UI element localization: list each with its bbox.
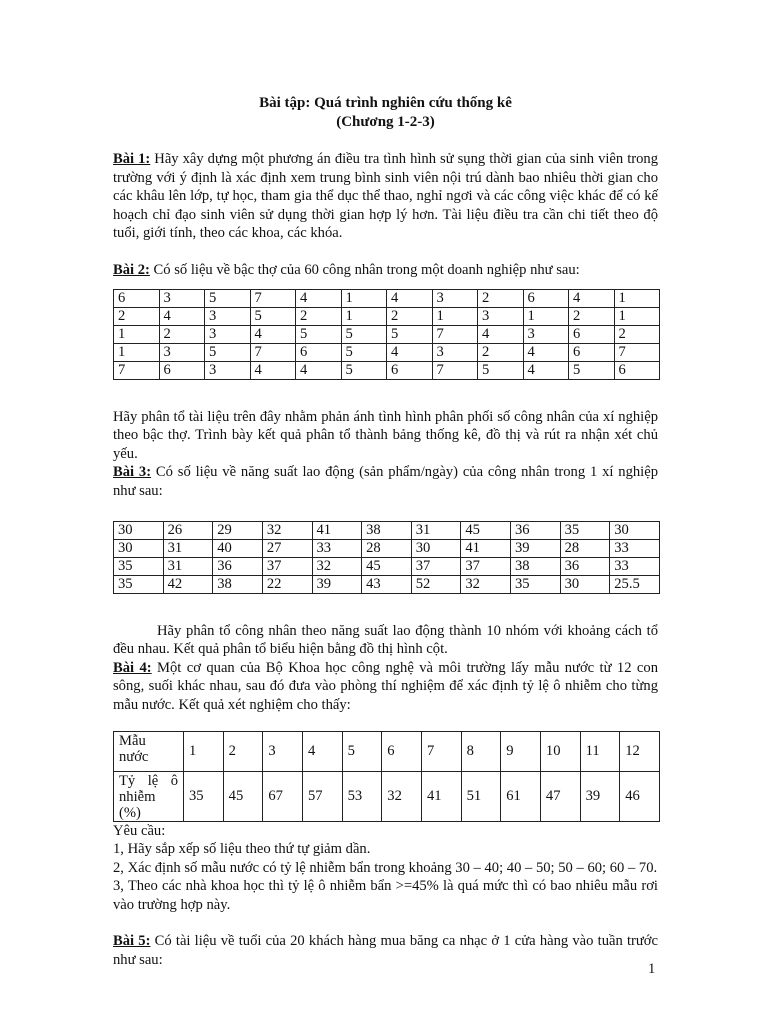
table-cell: 6: [523, 289, 569, 307]
table-cell: 3: [159, 343, 205, 361]
bai2-intro: Có số liệu về bậc thợ của 60 công nhân trong một doanh nghiệp như sau:: [149, 261, 580, 278]
table-cell: 2: [614, 325, 660, 343]
bai3-label: Bài 3:: [113, 464, 152, 481]
table-cell: 28: [560, 539, 610, 557]
table-cell: 37: [411, 557, 461, 575]
table-cell: 7: [614, 343, 660, 361]
table-cell: 7: [432, 325, 478, 343]
table-cell: 4: [478, 325, 524, 343]
table-cell: 6: [569, 343, 615, 361]
row-header-cell: Mẫu nước: [114, 731, 184, 771]
table-cell: 41: [461, 539, 511, 557]
document-title: Bài tập: Quá trình nghiên cứu thống kê: [259, 95, 512, 111]
table-row: [114, 289, 660, 307]
table-cell: 5: [205, 289, 251, 307]
table-row: [114, 361, 660, 379]
table-cell: 2: [387, 307, 433, 325]
table-cell: 39: [511, 539, 561, 557]
table-cell: 3: [205, 325, 251, 343]
table-row: [114, 557, 660, 575]
table-cell: 4: [159, 307, 205, 325]
table-cell: 67: [263, 771, 303, 821]
bai4-table: [113, 731, 660, 822]
table-cell: 33: [610, 539, 660, 557]
table-cell: 31: [163, 539, 213, 557]
table-cell: 26: [163, 521, 213, 539]
bai1-label: Bài 1:: [113, 151, 151, 167]
table-cell: 5: [478, 361, 524, 379]
table-cell: 36: [213, 557, 263, 575]
table-cell: 4: [387, 289, 433, 307]
table-cell: 33: [610, 557, 660, 575]
table-cell: 7: [250, 343, 296, 361]
table-row: [114, 575, 660, 593]
table-cell: 41: [421, 771, 461, 821]
table-cell: 30: [114, 539, 164, 557]
table-cell: 30: [114, 521, 164, 539]
bai4-req3: 3, Theo các nhà khoa học thì tỷ lệ ô nhiễm bẩn >=45% là quá mức thì có bao nhiêu mẫu rơi vào trường hợp này.: [113, 878, 658, 913]
bai1-paragraph: [113, 150, 658, 243]
table-cell: 39: [312, 575, 362, 593]
table-cell: 35: [560, 521, 610, 539]
bai5-label: Bài 5:: [113, 933, 151, 950]
table-cell: 27: [262, 539, 312, 557]
table-cell: 61: [501, 771, 541, 821]
table-cell: 10: [540, 731, 580, 771]
table-cell: 2: [296, 307, 342, 325]
table-cell: 5: [296, 325, 342, 343]
page-number: 1: [648, 961, 656, 977]
table-cell: 3: [263, 731, 303, 771]
table-cell: 3: [432, 289, 478, 307]
table-cell: 42: [163, 575, 213, 593]
table-cell: 5: [205, 343, 251, 361]
table-cell: 45: [461, 521, 511, 539]
table-cell: 1: [341, 307, 387, 325]
table-cell: 43: [362, 575, 412, 593]
table-cell: 6: [114, 289, 160, 307]
table-cell: 3: [523, 325, 569, 343]
table-cell: 5: [341, 361, 387, 379]
table-cell: 12: [620, 731, 660, 771]
table-cell: 3: [205, 361, 251, 379]
table-row: [114, 307, 660, 325]
table-cell: 29: [213, 521, 263, 539]
table-row: [114, 325, 660, 343]
table-cell: 2: [223, 731, 263, 771]
table-row: [114, 539, 660, 557]
row-header-cell: Tỷ lệ ô nhiễm (%): [114, 771, 184, 821]
bai1-text: Hãy xây dựng một phương án điều tra tình hình sử sụng thời gian của sinh viên trong trường với ý định là xác định xem trung bình sinh viên nội trú dành bao nhiêu thời gian cho các khâu lên lớp, tự học, tham gia thể dục thể thao, nghỉ ngơi và các công việc khác để có kế hoạch chỉ đạo sinh viên sử dụng thời gian hợp lý hơn. Tài liệu điều tra cần chi tiết theo độ tuổi, giới tính, theo các khoa, các khóa.: [113, 151, 659, 242]
bai3-task: Hãy phân tổ công nhân theo năng suất lao động thành 10 nhóm với khoảng cách tổ đều nhau. Kết quả phân tổ biểu hiện bằng đồ thị hình cột.: [113, 622, 658, 658]
table-cell: 5: [569, 361, 615, 379]
table-cell: 35: [511, 575, 561, 593]
table-cell: 3: [432, 343, 478, 361]
table-cell: 39: [580, 771, 620, 821]
table-cell: 8: [461, 731, 501, 771]
table-row: [114, 521, 660, 539]
table-cell: 51: [461, 771, 501, 821]
table-cell: 4: [569, 289, 615, 307]
table-cell: 38: [213, 575, 263, 593]
table-cell: 7: [421, 731, 461, 771]
table-cell: 35: [114, 557, 164, 575]
table-cell: 36: [511, 521, 561, 539]
table-row: [114, 771, 660, 821]
bai3-table: [113, 521, 660, 594]
table-cell: 30: [411, 539, 461, 557]
table-cell: 5: [387, 325, 433, 343]
table-cell: 1: [614, 289, 660, 307]
table-cell: 1: [341, 289, 387, 307]
table-cell: 6: [296, 343, 342, 361]
bai2-task: Hãy phân tổ tài liệu trên đây nhằm phản ánh tình hình phân phối số công nhân của xí nghiệp theo bậc thợ. Trình bày kết quả phân tổ thành bảng thống kê, đồ thị và rút ra nhận xét chủ yếu.: [113, 408, 658, 462]
table-cell: 6: [159, 361, 205, 379]
table-cell: 52: [411, 575, 461, 593]
table-cell: 57: [302, 771, 342, 821]
table-cell: 5: [341, 325, 387, 343]
bai3-paragraph: [113, 463, 658, 500]
table-cell: 3: [205, 307, 251, 325]
table-cell: 32: [461, 575, 511, 593]
document-subtitle: (Chương 1-2-3): [336, 114, 435, 130]
table-cell: 28: [362, 539, 412, 557]
table-cell: 4: [302, 731, 342, 771]
table-cell: 37: [262, 557, 312, 575]
table-cell: 45: [362, 557, 412, 575]
table-cell: 4: [387, 343, 433, 361]
bai3-intro: Có số liệu về năng suất lao động (sản phẩm/ngày) của công nhân trong 1 xí nghiệp như sau:: [113, 464, 658, 499]
bai5-intro: Có tài liệu về tuổi của 20 khách hàng mua băng ca nhạc ở 1 cửa hàng vào tuần trước như sau:: [113, 933, 659, 969]
table-cell: 32: [382, 771, 422, 821]
table-cell: 4: [296, 361, 342, 379]
bai2-label: Bài 2:: [113, 261, 150, 278]
table-cell: 35: [184, 771, 224, 821]
table-cell: 7: [250, 289, 296, 307]
table-cell: 30: [560, 575, 610, 593]
table-cell: 22: [262, 575, 312, 593]
table-cell: 33: [312, 539, 362, 557]
table-cell: 1: [184, 731, 224, 771]
table-cell: 3: [478, 307, 524, 325]
bai5-paragraph: [113, 932, 658, 969]
table-cell: 31: [163, 557, 213, 575]
table-cell: 41: [312, 521, 362, 539]
table-cell: 30: [610, 521, 660, 539]
table-cell: 5: [250, 307, 296, 325]
table-cell: 4: [296, 289, 342, 307]
table-row: [114, 343, 660, 361]
table-cell: 7: [432, 361, 478, 379]
table-cell: 7: [114, 361, 160, 379]
table-cell: 4: [523, 343, 569, 361]
table-cell: 2: [114, 307, 160, 325]
table-cell: 40: [213, 539, 263, 557]
table-cell: 6: [614, 361, 660, 379]
table-cell: 9: [501, 731, 541, 771]
table-cell: 6: [387, 361, 433, 379]
table-cell: 38: [362, 521, 412, 539]
table-cell: 4: [250, 361, 296, 379]
table-cell: 25.5: [610, 575, 660, 593]
table-cell: 45: [223, 771, 263, 821]
table-cell: 1: [523, 307, 569, 325]
table-cell: 32: [312, 557, 362, 575]
table-cell: 4: [250, 325, 296, 343]
bai4-paragraph: [113, 659, 658, 715]
bai4-req2: 2, Xác định số mẫu nước có tỷ lệ nhiễm bẩn trong khoảng 30 – 40; 40 – 50; 50 – 60; 60 – 70.: [113, 859, 658, 876]
document-page: [113, 94, 658, 970]
table-cell: 1: [432, 307, 478, 325]
table-cell: 46: [620, 771, 660, 821]
bai4-req-title: Yêu cầu:: [113, 822, 166, 839]
table-cell: 47: [540, 771, 580, 821]
table-cell: 11: [580, 731, 620, 771]
bai4-label: Bài 4:: [113, 659, 152, 676]
bai4-intro: Một cơ quan của Bộ Khoa học công nghệ và môi trường lấy mẫu nước từ 12 con sông, suối khác nhau, sau đó đưa vào phòng thí nghiệm để xác định tỷ lệ ô nhiễm cho từng mẫu nước. Kết quả xét nghiệm cho thấy:: [113, 659, 658, 713]
table-cell: 5: [341, 343, 387, 361]
bai2-paragraph: [113, 261, 658, 280]
table-cell: 53: [342, 771, 382, 821]
table-cell: 1: [114, 325, 160, 343]
table-cell: 6: [382, 731, 422, 771]
table-cell: 2: [478, 343, 524, 361]
table-row: [114, 731, 660, 771]
table-cell: 31: [411, 521, 461, 539]
table-cell: 2: [569, 307, 615, 325]
bai4-req1: 1, Hãy sắp xếp số liệu theo thứ tự giảm dần.: [113, 841, 371, 858]
bai2-table: [113, 289, 660, 380]
table-cell: 1: [614, 307, 660, 325]
table-cell: 1: [114, 343, 160, 361]
table-cell: 37: [461, 557, 511, 575]
table-cell: 38: [511, 557, 561, 575]
table-cell: 4: [523, 361, 569, 379]
table-cell: 32: [262, 521, 312, 539]
table-cell: 36: [560, 557, 610, 575]
table-cell: 2: [159, 325, 205, 343]
table-cell: 5: [342, 731, 382, 771]
table-cell: 35: [114, 575, 164, 593]
table-cell: 6: [569, 325, 615, 343]
table-cell: 2: [478, 289, 524, 307]
table-cell: 3: [159, 289, 205, 307]
